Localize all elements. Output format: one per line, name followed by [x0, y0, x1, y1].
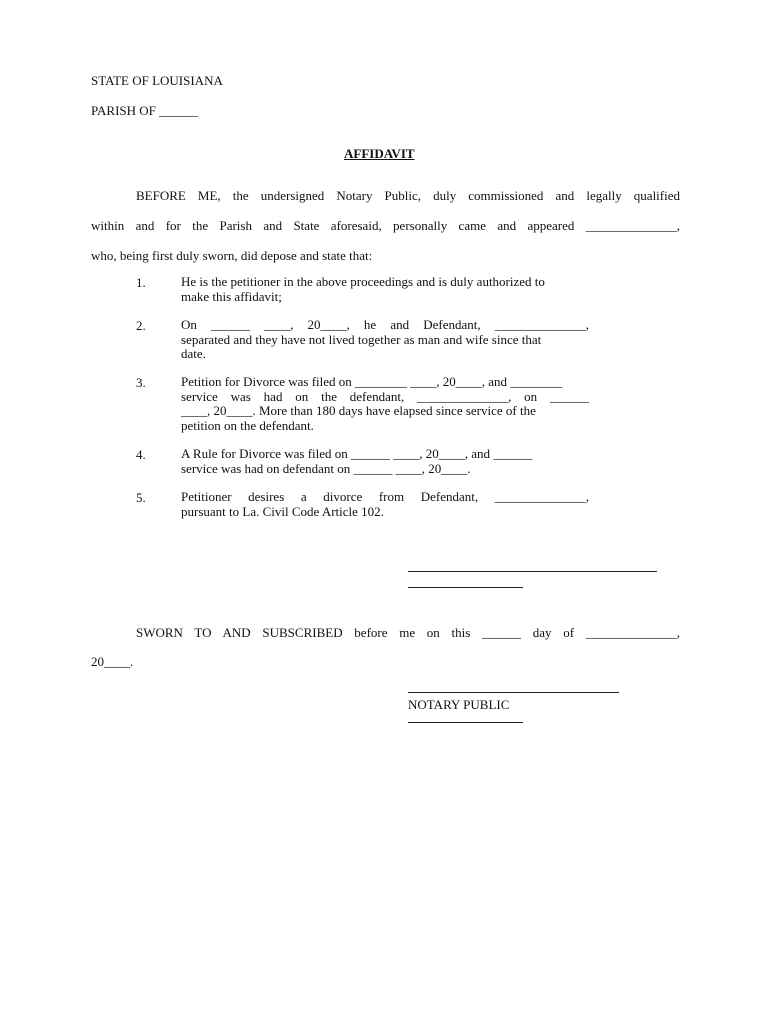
- state-heading: STATE OF LOUISIANA: [91, 73, 223, 88]
- item-number: 5.: [136, 490, 146, 505]
- item-number: 4.: [136, 447, 146, 462]
- list-item: On ______ ____, 20____, he and Defendant, ______________, separated and they have not lived together as man and wife since that date.: [181, 317, 589, 361]
- item-number: 3.: [136, 375, 146, 390]
- intro-line-2: within and for the Parish and State aforesaid, personally came and appeared ______________,: [91, 218, 680, 233]
- parish-heading: PARISH OF ______: [91, 103, 199, 118]
- sworn-line-2: 20____.: [91, 654, 134, 669]
- sworn-line-1: SWORN TO AND SUBSCRIBED before me on this ______ day of ______________,: [136, 625, 680, 640]
- affiant-signature-line: [408, 571, 657, 572]
- list-item: He is the petitioner in the above proceedings and is duly authorized to make this affidavit;: [181, 274, 545, 304]
- notary-id-line: [408, 722, 523, 723]
- list-item: A Rule for Divorce was filed on ______ ____, 20____, and ______ service was had on defendant on ______ ____, 20____.: [181, 446, 533, 476]
- item-number: 1.: [136, 275, 146, 290]
- intro-line-3: who, being first duly sworn, did depose and state that:: [91, 248, 373, 263]
- notary-label: NOTARY PUBLIC: [408, 697, 510, 712]
- intro-line-1: BEFORE ME, the undersigned Notary Public, duly commissioned and legally qualified: [136, 188, 680, 203]
- list-item: Petitioner desires a divorce from Defendant, ______________, pursuant to La. Civil Code Article 102.: [181, 489, 589, 519]
- affiant-name-line: [408, 587, 523, 588]
- item-number: 2.: [136, 318, 146, 333]
- document-title: AFFIDAVIT: [344, 146, 415, 161]
- list-item: Petition for Divorce was filed on ________ ____, 20____, and ________ service was had on the defendant, ______________, on ______ ____, 20____. More than 180 days have elapsed since service of the petition on the defendant.: [181, 374, 589, 433]
- notary-signature-line: [408, 692, 619, 693]
